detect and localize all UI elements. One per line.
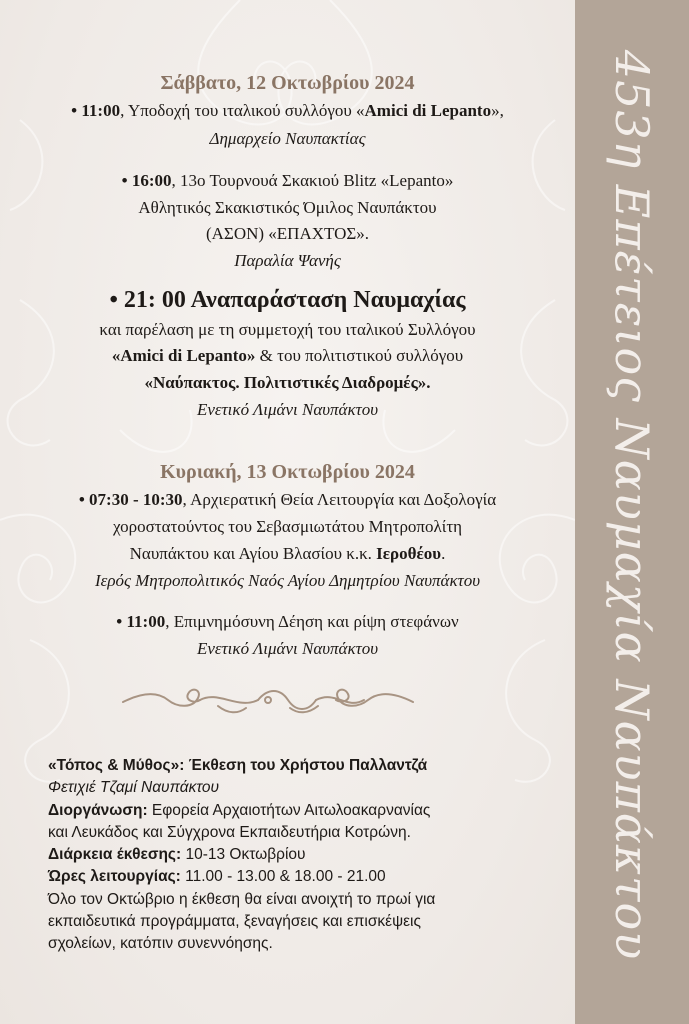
side-banner-title: 453η Επέτειος Ναυμαχία Ναυπάκτου [605, 49, 659, 961]
saturday-heading: Σάββατο, 12 Οκτωβρίου 2024 [160, 72, 415, 94]
exhibition-organizer [48, 800, 558, 822]
sun-event-1-line3-a: Ναυπάκτου και Αγίου Βλασίου κ.κ. [129, 544, 377, 563]
sat-event-3-host: «Ναύπακτος. Πολιτιστικές Διαδρομές». [144, 373, 431, 392]
duration-text: 10-13 Οκτωβρίου [181, 846, 306, 864]
bullet: • [71, 101, 82, 120]
flourish-divider-icon [118, 680, 418, 720]
exhibition-organizer-cont: και Λευκάδος και Σύγχρονα Εκπαιδευτήρια Κοτρώνη. [48, 823, 411, 841]
organizer-text: Εφορεία Αρχαιοτήτων Αιτωλοακαρνανίας [147, 801, 431, 819]
exhibition-note-1: Όλο τον Οκτώβριο η έκθεση θα είναι ανοιχτή το πρωί για [48, 890, 436, 908]
sat-event-2-line2: Αθλητικός Σκακιστικός Όμιλος Ναυπάκτου [138, 198, 437, 217]
sun-event-1-line3 [0, 544, 575, 564]
sat-event-1-text-b: », [491, 101, 504, 120]
hours-text: 11.00 - 13.00 & 18.00 - 21.00 [180, 868, 386, 886]
sat-event-3-title-text: 21: 00 Αναπαράσταση Ναυμαχίας [123, 287, 466, 313]
sun-event-1-line3-b: . [441, 544, 446, 563]
exhibition-duration [48, 844, 558, 866]
exhibition-info [48, 755, 558, 956]
sunday-heading: Κυριακή, 13 Οκτωβρίου 2024 [160, 461, 415, 483]
sat-event-3-line1: και παρέλαση με τη συμμετοχή του ιταλικού Συλλόγου [99, 320, 476, 339]
sat-event-1-guest: Amici di Lepanto [364, 101, 492, 120]
sat-event-3-title [0, 286, 575, 314]
sun-event-1-time: 07:30 - 10:30 [89, 490, 183, 509]
sun-event-1-metropolitan: Ιεροθέου [376, 544, 442, 563]
sun-event-1 [0, 490, 575, 510]
bullet: • [121, 171, 132, 190]
bullet: • [109, 287, 124, 313]
sat-event-1-place: Δημαρχείο Ναυπακτίας [209, 129, 366, 148]
bullet: • [78, 490, 90, 509]
sat-event-2-text: , 13ο Τουρνουά Σκακιού Blitz «Lepanto» [171, 171, 454, 190]
sun-event-2-text: , Επιμνημόσυνη Δέηση και ρίψη στεφάνων [165, 612, 459, 631]
exhibition-note-3: σχολείων, κατόπιν συνεννόησης. [48, 935, 273, 953]
sun-event-2-time: 11:00 [126, 612, 166, 631]
hours-label: Ώρες λειτουργίας: [48, 868, 181, 886]
duration-label: Διάρκεια έκθεσης: [48, 846, 182, 864]
exhibition-venue: Φετιχιέ Τζαμί Ναυπάκτου [48, 779, 220, 797]
sun-event-1-text: , Αρχιερατική Θεία Λειτουργία και Δοξολογία [182, 490, 497, 509]
organizer-label: Διοργάνωση: [48, 801, 148, 819]
sat-event-2 [0, 171, 575, 191]
sat-event-3-line2 [0, 346, 575, 366]
sat-event-3-place: Ενετικό Λιμάνι Ναυπάκτου [196, 400, 379, 419]
side-banner [575, 0, 689, 1024]
sat-event-3-guest: «Amici di Lepanto» [111, 346, 256, 365]
sat-event-1-text-a: , Υποδοχή του ιταλικού συλλόγου « [120, 101, 365, 120]
sun-event-1-line2: χοροστατούντος του Σεβασμιωτάτου Μητροπολίτη [112, 517, 463, 536]
sat-event-1 [0, 101, 575, 121]
sun-event-1-place: Ιερός Μητροπολιτικός Ναός Αγίου Δημητρίου Ναυπάκτου [94, 571, 481, 590]
sun-event-2 [0, 612, 575, 632]
bullet: • [116, 612, 127, 631]
sun-event-2-place: Ενετικό Λιμάνι Ναυπάκτου [196, 639, 379, 658]
exhibition-hours [48, 866, 558, 888]
sat-event-3-line2-mid: & του πολιτιστικού συλλόγου [255, 346, 464, 365]
sat-event-1-time: 11:00 [81, 101, 121, 120]
exhibition-title: «Τόπος & Μύθος»: Έκθεση του Χρήστου Παλλαντζά [48, 757, 428, 774]
exhibition-note-2: εκπαιδευτικά προγράμματα, ξεναγήσεις και επισκέψεις [48, 913, 421, 931]
sat-event-2-place: Παραλία Ψανής [234, 251, 341, 270]
sat-event-2-time: 16:00 [131, 171, 172, 190]
sat-event-2-line3: (ΑΣΟΝ) «ΕΠΑΧΤΟΣ». [205, 224, 369, 243]
